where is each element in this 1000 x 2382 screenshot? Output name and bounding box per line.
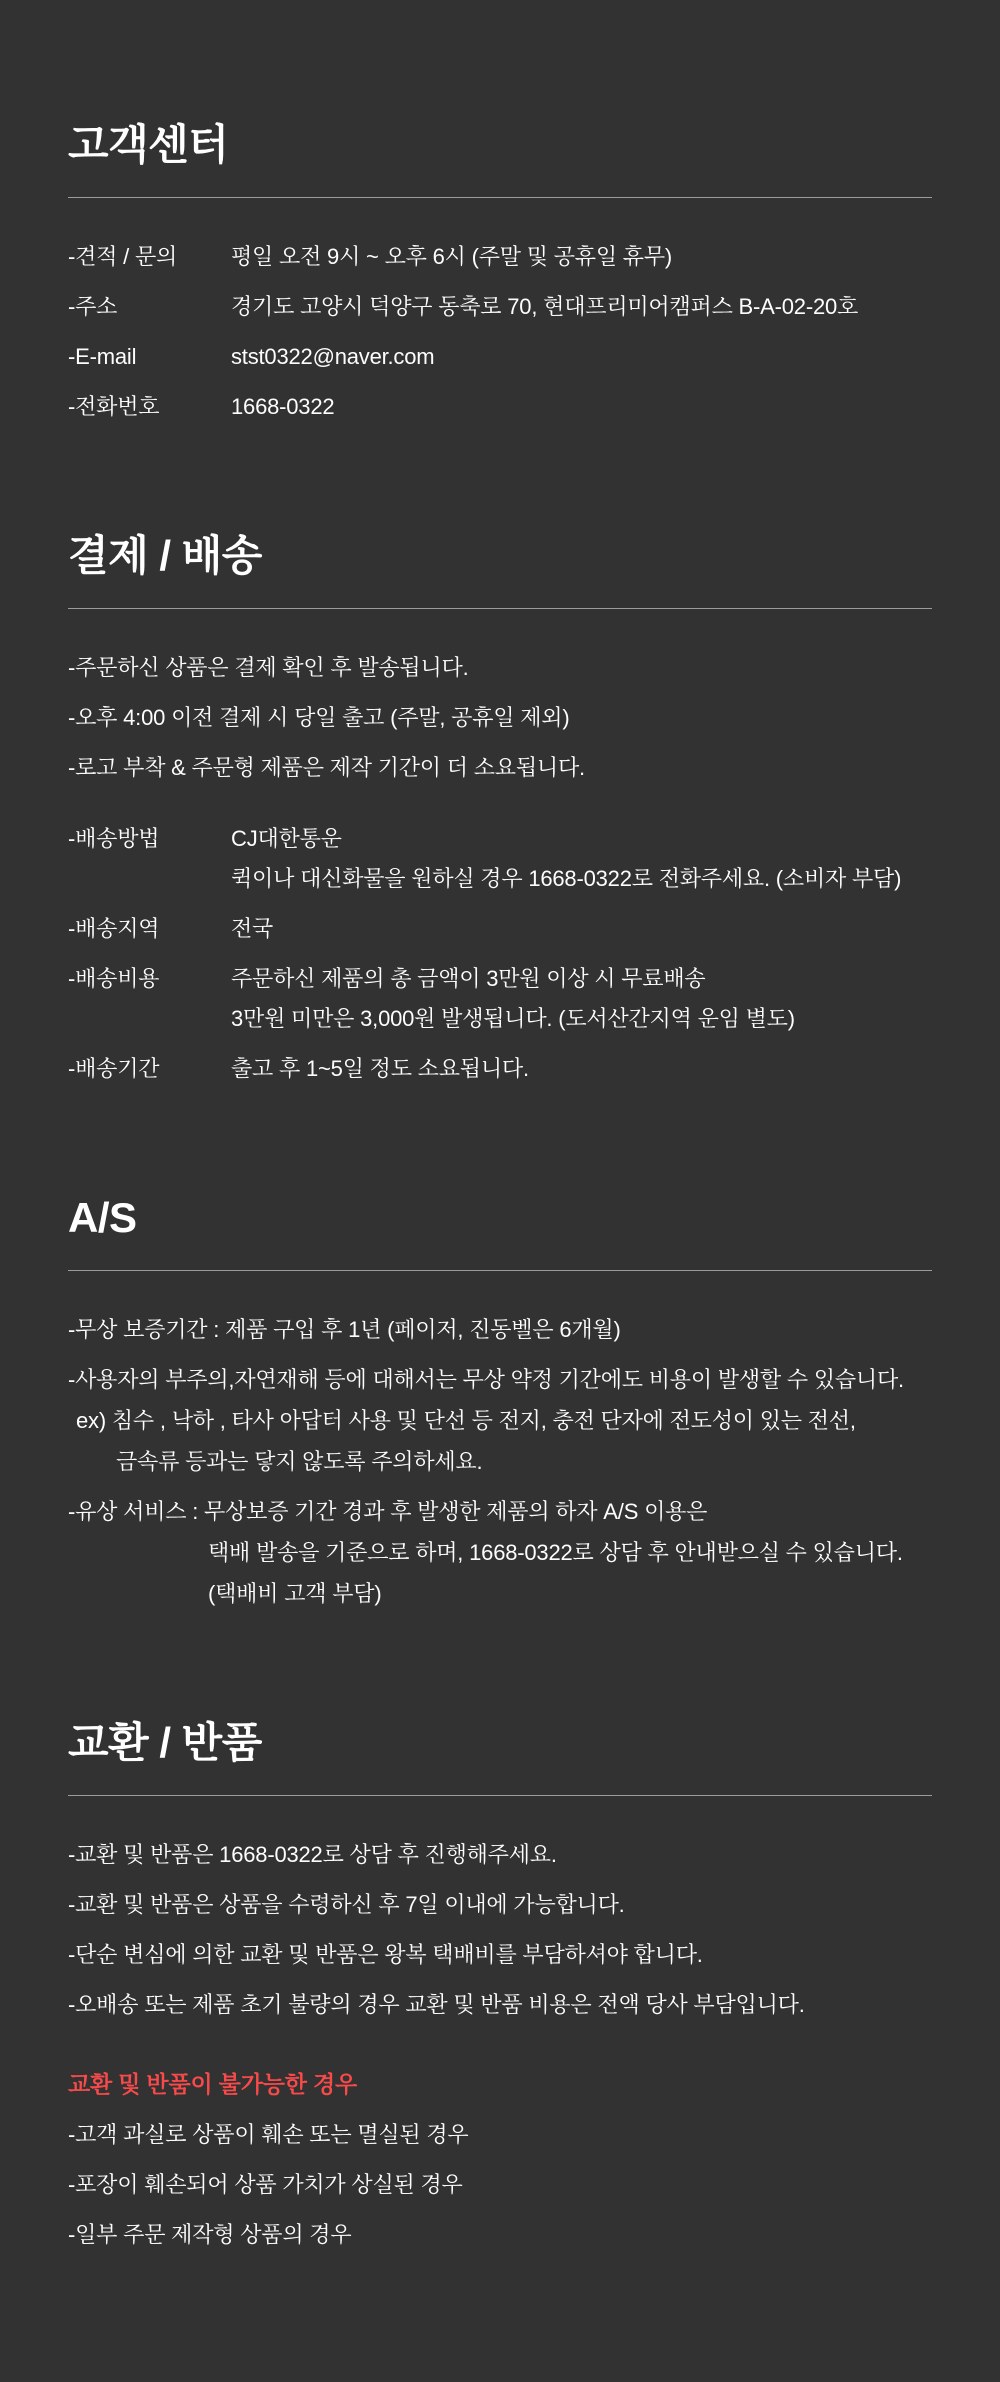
info-row-value	[231, 1057, 932, 1081]
info-row-value: 평일 오전 9시 ~ 오후 6시 (주말 및 공휴일 휴무)	[231, 244, 673, 269]
info-row-label: -주소	[68, 294, 118, 319]
info-row-value-line: 3만원 미만은 3,000원 발생됩니다. (도서산간지역 운임 별도)	[231, 1006, 795, 1031]
info-row-label: -배송비용	[68, 966, 160, 991]
section-divider	[68, 608, 932, 609]
policy-line: -오후 4:00 이전 결제 시 당일 출고 (주말, 공휴일 제외)	[68, 705, 570, 730]
info-row-value-line: CJ대한통운	[231, 826, 342, 851]
info-row-label: -배송기간	[68, 1056, 160, 1081]
policy-line: -단순 변심에 의한 교환 및 반품은 왕복 택배비를 부담하셔야 합니다.	[68, 1942, 703, 1967]
section-divider	[68, 1795, 932, 1796]
impossible-case-item: -일부 주문 제작형 상품의 경우	[68, 2222, 352, 2247]
info-row	[68, 295, 932, 319]
info-row-label: -견적 / 문의	[68, 244, 178, 269]
as-title: A/S	[68, 1194, 137, 1241]
impossible-case-item: -포장이 훼손되어 상품 가치가 상실된 경우	[68, 2172, 463, 2197]
policy-line: -사용자의 부주의,자연재해 등에 대해서는 무상 약정 기간에도 비용이 발생할 수 있습니다.	[68, 1367, 904, 1392]
section-payment-shipping	[68, 531, 932, 1081]
info-row-label: -배송지역	[68, 916, 160, 941]
as-lines	[68, 1318, 932, 1606]
section-customer-center	[68, 120, 932, 419]
policy-line: (택배비 고객 부담)	[208, 1581, 382, 1606]
policy-line: 택배 발송을 기준으로 하며, 1668-0322로 상담 후 안내받으실 수 있습니다.	[208, 1540, 903, 1565]
policy-line: -로고 부착 & 주문형 제품은 제작 기간이 더 소요됩니다.	[68, 755, 585, 780]
info-row	[68, 395, 932, 419]
policy-line: -유상 서비스 : 무상보증 기간 경과 후 발생한 제품의 하자 A/S 이용은	[68, 1499, 708, 1524]
info-row	[68, 345, 932, 369]
info-row-label: -E-mail	[68, 344, 137, 369]
shipping-detail-rows	[68, 827, 932, 1081]
policy-line: -교환 및 반품은 1668-0322로 상담 후 진행해주세요.	[68, 1842, 557, 1867]
info-row	[68, 827, 932, 891]
exchange-return-title: 교환 / 반품	[68, 1719, 262, 1766]
info-row-label: -전화번호	[68, 394, 160, 419]
policy-line: -오배송 또는 제품 초기 불량의 경우 교환 및 반품 비용은 전액 당사 부담입니다.	[68, 1992, 805, 2017]
section-divider	[68, 197, 932, 198]
exchange-return-notes	[68, 1843, 932, 2017]
customer-center-title: 고객센터	[68, 121, 229, 168]
info-row-value	[231, 827, 932, 891]
section-divider	[68, 1270, 932, 1271]
info-row	[68, 917, 932, 941]
info-row-value	[231, 917, 932, 941]
section-as	[68, 1193, 932, 1606]
info-row	[68, 1057, 932, 1081]
info-row-value-line: 퀵이나 대신화물을 원하실 경우 1668-0322로 전화주세요. (소비자 부담)	[231, 866, 902, 891]
policy-line: ex) 침수 , 낙하 , 타사 아답터 사용 및 단선 등 전지, 충전 단자에 전도성이 있는 전선,	[76, 1408, 856, 1433]
customer-center-rows	[68, 245, 932, 419]
info-row-value: stst0322@naver.com	[231, 344, 435, 369]
info-row	[68, 967, 932, 1031]
impossible-cases-list	[68, 2123, 932, 2247]
policy-line: -교환 및 반품은 상품을 수령하신 후 7일 이내에 가능합니다.	[68, 1892, 625, 1917]
info-row	[68, 245, 932, 269]
policy-line: 금속류 등과는 닿지 않도록 주의하세요.	[116, 1449, 483, 1474]
info-row-value: 경기도 고양시 덕양구 동축로 70, 현대프리미어캠퍼스 B-A-02-20호	[231, 294, 859, 319]
policy-line: -무상 보증기간 : 제품 구입 후 1년 (페이저, 진동벨은 6개월)	[68, 1317, 621, 1342]
policy-line: -주문하신 상품은 결제 확인 후 발송됩니다.	[68, 655, 469, 680]
payment-shipping-notes	[68, 656, 932, 780]
info-row-value	[231, 967, 932, 1031]
info-row-label: -배송방법	[68, 826, 160, 851]
info-row-value-line: 전국	[231, 916, 274, 941]
info-row-value: 1668-0322	[231, 394, 335, 419]
info-row-value-line: 주문하신 제품의 총 금액이 3만원 이상 시 무료배송	[231, 966, 706, 991]
section-exchange-return	[68, 1718, 932, 2247]
info-row-value-line: 출고 후 1~5일 정도 소요됩니다.	[231, 1056, 529, 1081]
impossible-cases-heading: 교환 및 반품이 불가능한 경우	[68, 2071, 357, 2097]
impossible-case-item: -고객 과실로 상품이 훼손 또는 멸실된 경우	[68, 2122, 469, 2147]
payment-shipping-title: 결제 / 배송	[68, 532, 262, 579]
